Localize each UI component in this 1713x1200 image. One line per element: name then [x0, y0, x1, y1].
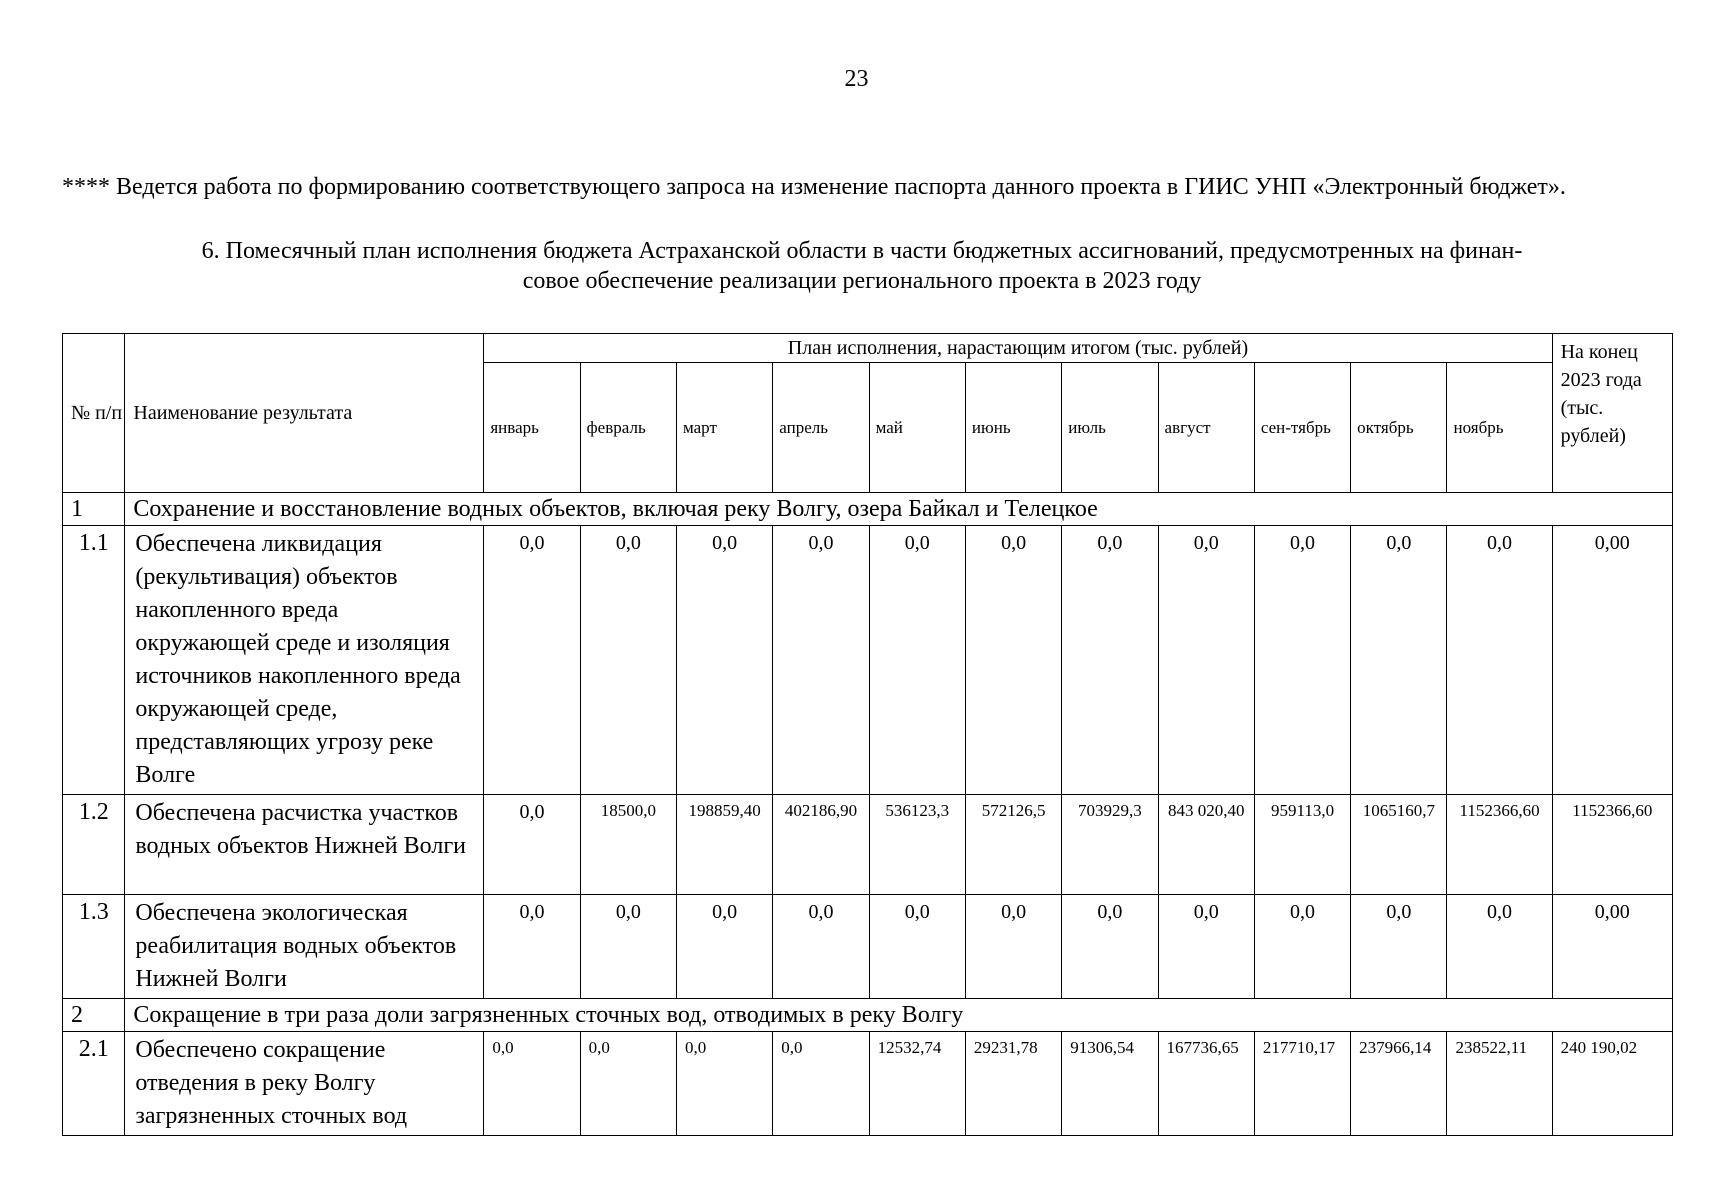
month-value: 0,0 — [1351, 526, 1447, 795]
month-value: 238522,11 — [1447, 1032, 1552, 1136]
column-header-month: февраль — [580, 363, 676, 493]
section-row — [63, 493, 1673, 526]
month-value: 959113,0 — [1254, 795, 1350, 895]
row-number: 1.3 — [63, 895, 125, 999]
month-value: 0,0 — [580, 526, 676, 795]
month-value: 572126,5 — [965, 795, 1061, 895]
table-row — [63, 1032, 1673, 1136]
month-value: 0,0 — [1447, 526, 1552, 795]
month-value: 536123,3 — [869, 795, 965, 895]
column-header-name: Наименование результата — [125, 334, 484, 493]
month-value: 703929,3 — [1062, 795, 1158, 895]
month-value: 0,0 — [965, 895, 1061, 999]
month-value: 0,0 — [773, 1032, 869, 1136]
column-header-month: апрель — [773, 363, 869, 493]
month-value: 0,0 — [1158, 895, 1254, 999]
column-header-month: май — [869, 363, 965, 493]
month-value: 0,0 — [484, 895, 580, 999]
month-value: 0,0 — [676, 1032, 772, 1136]
page-number: 23 — [844, 66, 869, 92]
year-end-value: 240 190,02 — [1552, 1032, 1672, 1136]
section-number: 1 — [63, 493, 125, 526]
month-value: 0,0 — [1158, 526, 1254, 795]
column-header-month: август — [1158, 363, 1254, 493]
column-header-month: сен-тябрь — [1254, 363, 1350, 493]
year-end-value: 1152366,60 — [1552, 795, 1672, 895]
year-end-value: 0,00 — [1552, 895, 1672, 999]
month-value: 0,0 — [1062, 526, 1158, 795]
month-value: 1152366,60 — [1447, 795, 1552, 895]
month-value: 12532,74 — [869, 1032, 965, 1136]
month-value: 0,0 — [580, 1032, 676, 1136]
month-value: 0,0 — [965, 526, 1061, 795]
section-name: Сокращение в три раза доли загрязненных сточных вод, отводимых в реку Волгу — [125, 999, 1673, 1032]
month-value: 0,0 — [484, 795, 580, 895]
month-value: 198859,40 — [676, 795, 772, 895]
budget-plan-table — [62, 333, 1673, 1136]
month-value: 0,0 — [1351, 895, 1447, 999]
month-value: 0,0 — [676, 526, 772, 795]
month-value: 0,0 — [773, 895, 869, 999]
month-value: 0,0 — [869, 895, 965, 999]
section-title-line: совое обеспечение реализации регионального проекта в 2023 году — [522, 268, 1202, 294]
month-value: 0,0 — [580, 895, 676, 999]
row-number: 2.1 — [63, 1032, 125, 1136]
row-number: 1.2 — [63, 795, 125, 895]
column-header-month: январь — [484, 363, 580, 493]
column-header-number: № п/п — [63, 334, 125, 493]
result-name: Обеспечена экологическая реабилитация водных объектов Нижней Волги — [125, 895, 484, 999]
result-name: Обеспечена расчистка участков водных объектов Нижней Волги — [125, 795, 484, 895]
year-end-value: 0,00 — [1552, 526, 1672, 795]
table-row — [63, 895, 1673, 999]
result-name: Обеспечена ликвидация (рекультивация) объектов накопленного вреда окружающей среде и изоляция источников накопленного вреда окружающей среде, представляющих угрозу реке Волге — [125, 526, 484, 795]
column-header-month: июль — [1062, 363, 1158, 493]
section-title — [62, 236, 1662, 296]
section-name: Сохранение и восстановление водных объектов, включая реку Волгу, озера Байкал и Телецкое — [125, 493, 1673, 526]
table-header-row — [63, 334, 1673, 363]
result-name: Обеспечено сокращение отведения в реку Волгу загрязненных сточных вод — [125, 1032, 484, 1136]
column-group-header-plan: План исполнения, нарастающим итогом (тыс. рублей) — [484, 334, 1552, 363]
month-value: 18500,0 — [580, 795, 676, 895]
section-title-line: 6. Помесячный план исполнения бюджета Астраханской области в части бюджетных ассигнований, предусмотренных на финан- — [201, 238, 1523, 264]
month-value: 402186,90 — [773, 795, 869, 895]
table-row — [63, 795, 1673, 895]
month-value: 167736,65 — [1158, 1032, 1254, 1136]
month-value: 843 020,40 — [1158, 795, 1254, 895]
month-value: 0,0 — [1254, 526, 1350, 795]
footnote: **** Ведется работа по формированию соответствующего запроса на изменение паспорта данного проекта в ГИИС УНП «Электронный бюджет». — [62, 174, 1566, 200]
column-header-month: октябрь — [1351, 363, 1447, 493]
column-header-year-end: На конец 2023 года (тыс. рублей) — [1552, 334, 1672, 493]
month-value: 0,0 — [676, 895, 772, 999]
month-value: 1065160,7 — [1351, 795, 1447, 895]
month-value: 0,0 — [1062, 895, 1158, 999]
month-value: 0,0 — [869, 526, 965, 795]
month-value: 0,0 — [1447, 895, 1552, 999]
month-value: 0,0 — [1254, 895, 1350, 999]
column-header-month: март — [676, 363, 772, 493]
month-value: 0,0 — [484, 526, 580, 795]
column-header-month: ноябрь — [1447, 363, 1552, 493]
column-header-month: июнь — [965, 363, 1061, 493]
row-number: 1.1 — [63, 526, 125, 795]
month-value: 0,0 — [773, 526, 869, 795]
month-value: 29231,78 — [965, 1032, 1061, 1136]
section-row — [63, 999, 1673, 1032]
month-value: 237966,14 — [1351, 1032, 1447, 1136]
month-value: 217710,17 — [1254, 1032, 1350, 1136]
table-row — [63, 526, 1673, 795]
month-value: 91306,54 — [1062, 1032, 1158, 1136]
section-number: 2 — [63, 999, 125, 1032]
month-value: 0,0 — [484, 1032, 580, 1136]
